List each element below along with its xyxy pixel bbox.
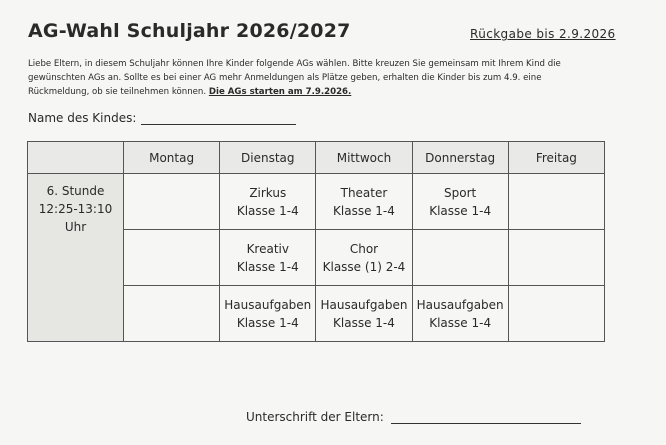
- lesson-time: 12:25-13:10 Uhr: [38, 202, 113, 234]
- ag-cell[interactable]: [124, 230, 220, 286]
- signature-label: Unterschrift der Eltern:: [246, 410, 384, 424]
- ag-cell[interactable]: [124, 286, 220, 342]
- corner-cell: [28, 142, 124, 174]
- ag-grade: Klasse 1-4: [236, 315, 299, 330]
- ag-cell[interactable]: [508, 174, 604, 230]
- table-row: [28, 174, 605, 230]
- ag-cell[interactable]: [220, 230, 316, 286]
- ag-grade: Klasse 1-4: [333, 203, 395, 218]
- child-name-label: Name des Kindes:: [28, 111, 137, 125]
- ag-grade: Klasse 1-4: [333, 315, 395, 330]
- ag-grade: Klasse (1) 2-4: [322, 259, 406, 274]
- ag-cell[interactable]: [124, 174, 220, 230]
- intro-start-date: Die AGs starten am 7.9.2026.: [208, 87, 352, 97]
- ag-cell[interactable]: [412, 174, 508, 230]
- ag-cell[interactable]: [412, 230, 508, 286]
- time-slot-cell: [28, 174, 124, 342]
- child-name-row: [28, 111, 296, 125]
- table-header-row: [28, 142, 605, 174]
- ag-cell[interactable]: [220, 286, 316, 342]
- ag-cell[interactable]: [412, 286, 508, 342]
- day-header: Donnerstag: [412, 142, 508, 174]
- intro-text: Liebe Eltern, in diesem Schuljahr können Ihre Kinder folgende AGs wählen. Bitte kreuzen Sie gemeinsam mit Ihrem Kind die gewünschten AGs an. Sollte es bei einer AG mehr Anmeldungen als Plätze geben, erhalten die Kinder bis zum 4.9. eine Rückmeldung, ob sie teilnehmen können.: [28, 59, 561, 97]
- ag-name: Chor: [349, 241, 379, 256]
- ag-name: Hausaufgaben: [224, 297, 312, 312]
- ag-name: Zirkus: [249, 185, 287, 200]
- ag-name: Theater: [340, 185, 388, 200]
- signature-field[interactable]: [391, 411, 581, 424]
- return-deadline: Rückgabe bis 2.9.2026: [470, 27, 616, 41]
- ag-grade: Klasse 1-4: [429, 315, 492, 330]
- day-header: Freitag: [508, 142, 604, 174]
- ag-cell[interactable]: [508, 286, 604, 342]
- ag-name: Kreativ: [246, 241, 289, 256]
- ag-cell[interactable]: [316, 230, 412, 286]
- child-name-field[interactable]: [141, 112, 296, 125]
- ag-name: Hausaufgaben: [320, 297, 408, 312]
- ag-grade: Klasse 1-4: [236, 203, 299, 218]
- ag-name: Hausaufgaben: [416, 297, 504, 312]
- signature-row: [246, 410, 581, 424]
- ag-cell[interactable]: [508, 230, 604, 286]
- ag-cell[interactable]: [316, 174, 412, 230]
- ag-grade: Klasse 1-4: [236, 259, 299, 274]
- page-title: AG-Wahl Schuljahr 2026/2027: [28, 20, 351, 42]
- day-header: Montag: [124, 142, 220, 174]
- day-header: Mittwoch: [316, 142, 412, 174]
- lesson-number: 6. Stunde: [46, 184, 105, 198]
- intro-paragraph: [28, 57, 603, 99]
- ag-cell[interactable]: [220, 174, 316, 230]
- ag-cell[interactable]: [316, 286, 412, 342]
- ag-schedule-table: [27, 141, 605, 342]
- ag-name: Sport: [444, 185, 477, 200]
- ag-grade: Klasse 1-4: [429, 203, 492, 218]
- day-header: Dienstag: [220, 142, 316, 174]
